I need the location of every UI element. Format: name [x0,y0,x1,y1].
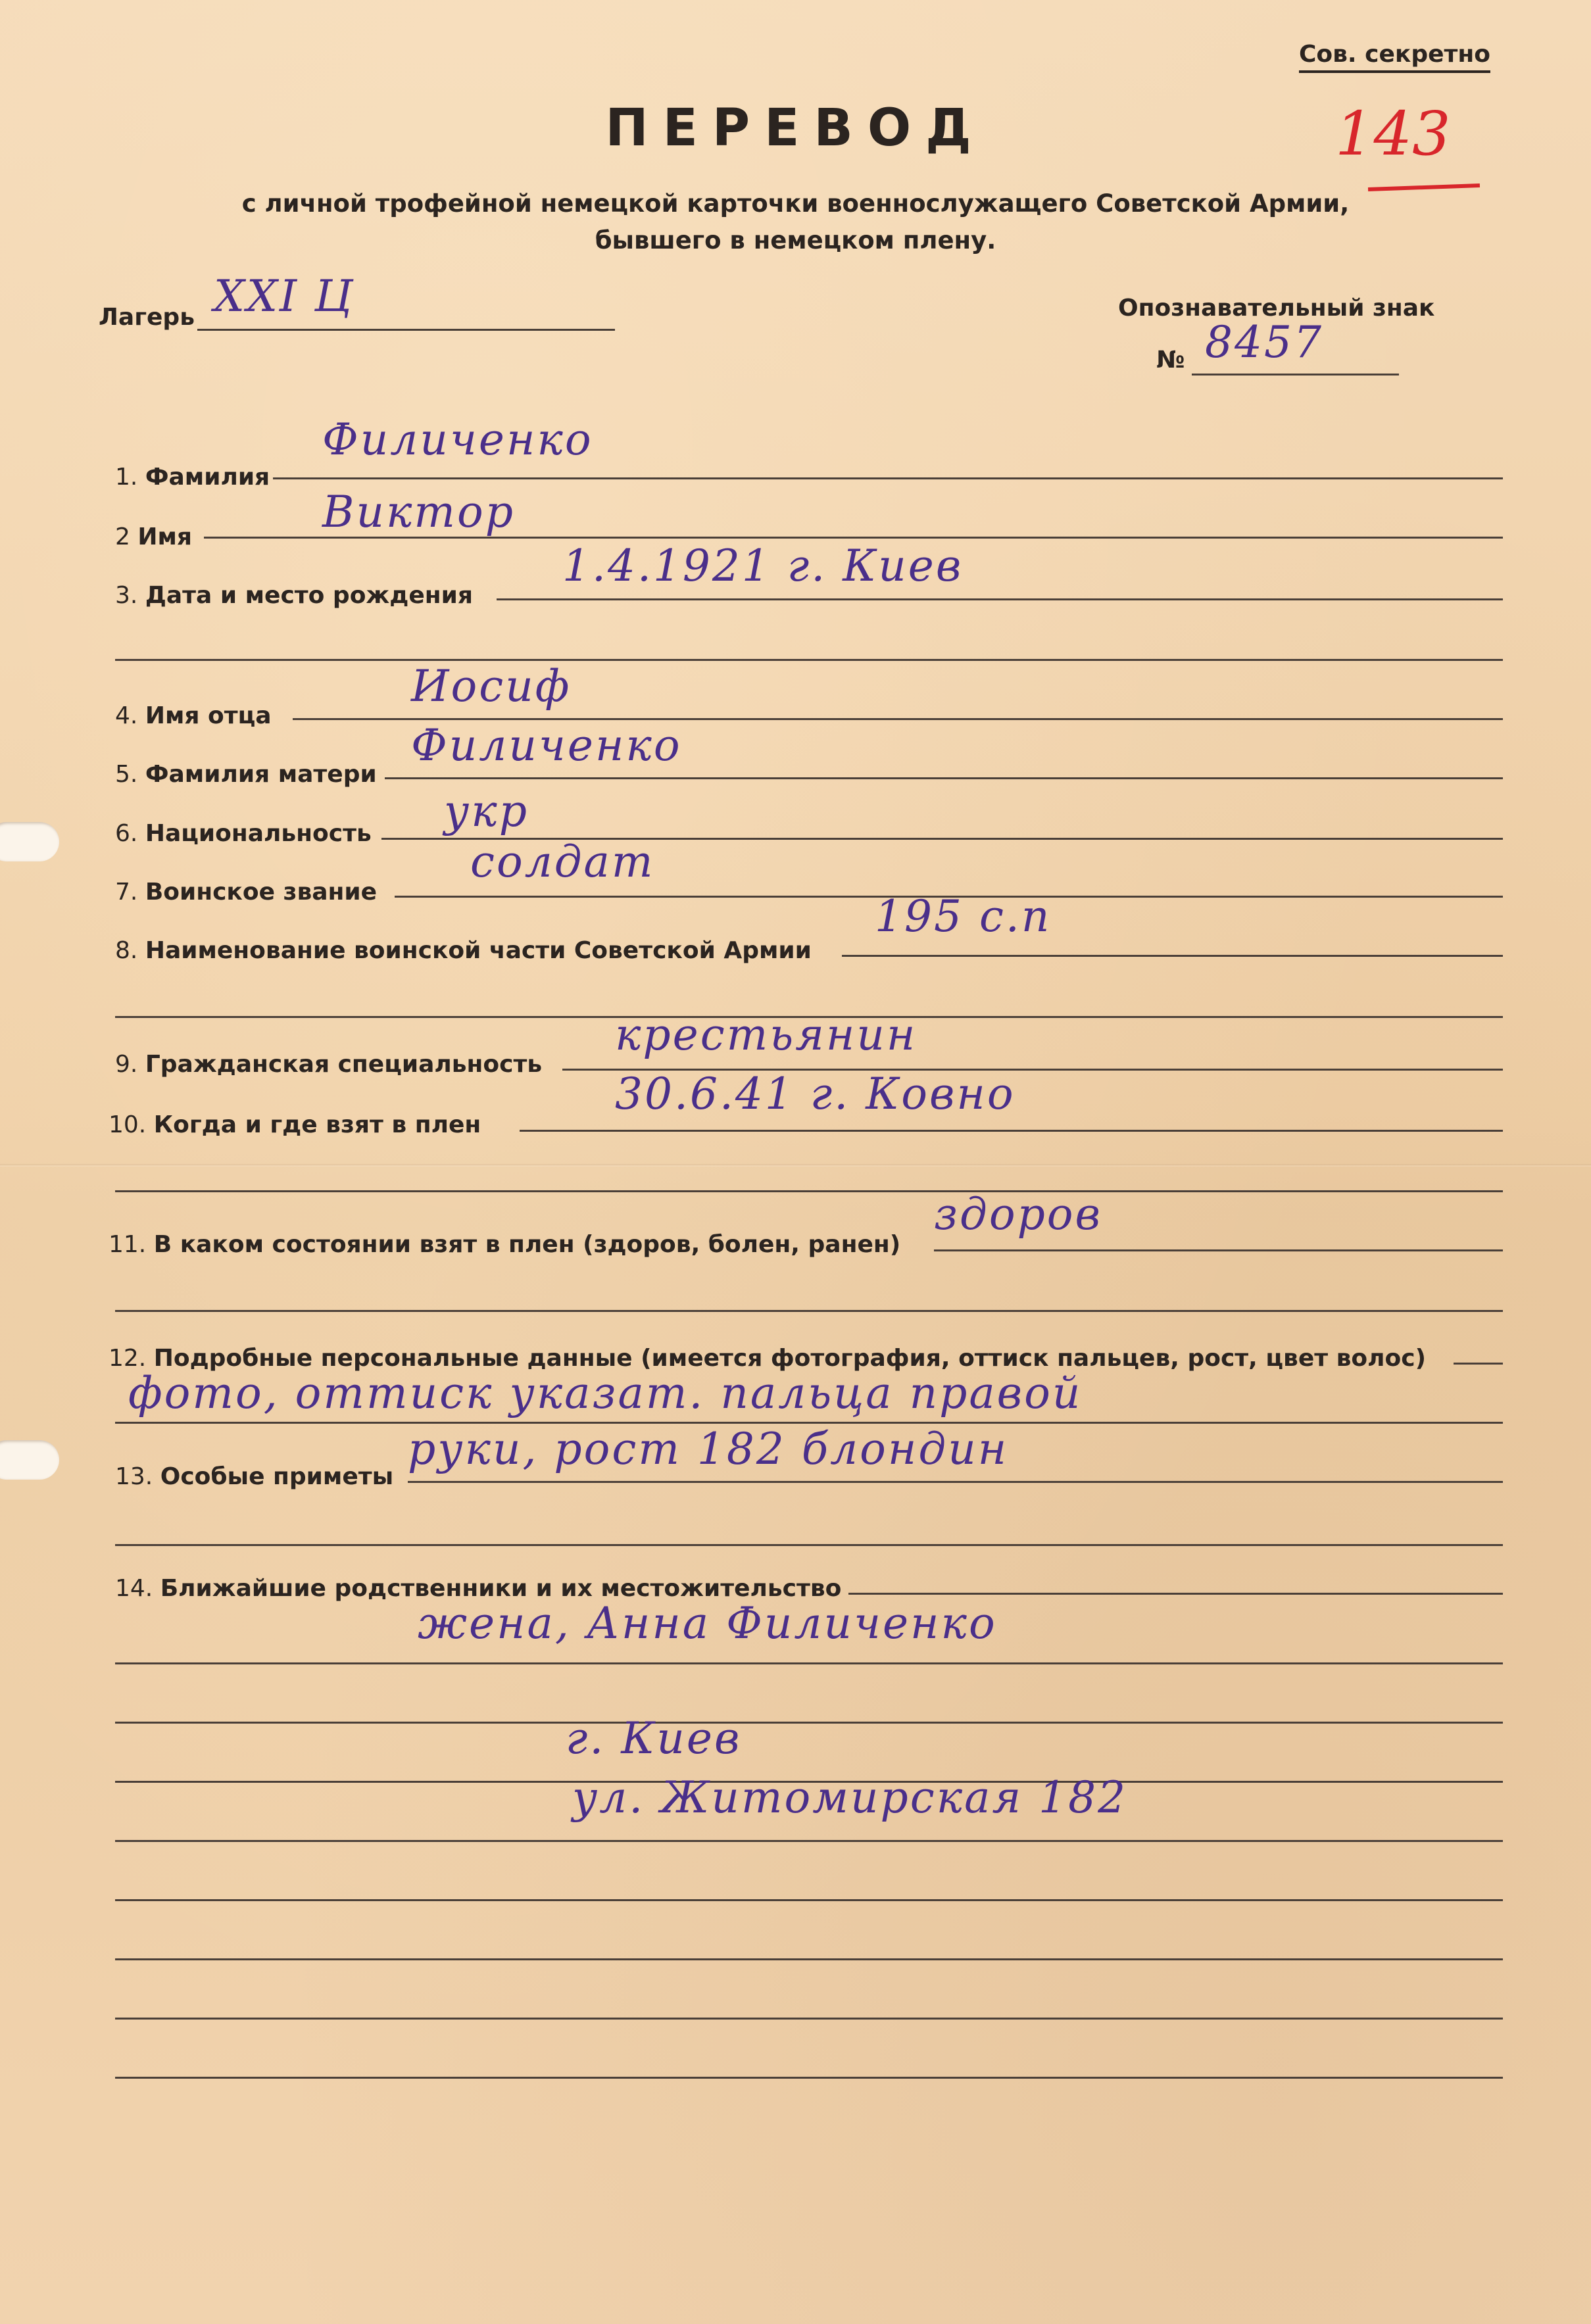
field-7-label: 7. Воинское звание [115,879,378,906]
punch-hole [0,822,59,861]
field-1-value: Филиченко [322,414,593,465]
field-13-value: руки, рост 182 блондин [408,1424,1009,1474]
red-page-number: 143 [1335,99,1451,169]
field-12-line [1454,1363,1503,1365]
field-8-line [842,955,1503,957]
tag-label: Опознавательный знак [1118,295,1435,322]
field-11-line [934,1249,1503,1251]
field-3-line [497,598,1503,600]
field-4-value: Иосиф [411,661,572,712]
blank-line [115,1899,1503,1901]
field-5-line [385,777,1503,779]
blank-line [115,1722,1503,1724]
relatives-city: г. Киев [566,1713,742,1764]
field-11-label: 11. В каком состоянии взят в плен (здоров, болен, ранен) [109,1231,901,1258]
field-12-value: фото, оттиск указат. пальца правой [128,1368,1083,1418]
field-4-label: 4. Имя отца [115,702,272,729]
field-10-label: 10. Когда и где взят в плен [109,1111,481,1138]
classification-stamp: Сов. секретно [1299,41,1490,73]
field-8-value: 195 с.п [875,891,1052,942]
subtitle-line-1: с личной трофейной немецкой карточки военнослужащего Советской Армии, [241,189,1350,218]
document-title: ПЕРЕВОД [605,99,986,158]
field-5-label: 5. Фамилия матери [115,761,377,788]
field-5-value: Филиченко [411,720,682,771]
field-2-label: 2 Имя [115,523,193,550]
blank-line [115,2077,1503,2079]
subtitle-line-2: бывшего в немецком плену. [595,226,996,254]
tag-value: 8457 [1205,317,1323,368]
camp-line [197,329,615,331]
field-8-label: 8. Наименование воинской части Советской Армии [115,937,812,964]
field-14-line [848,1593,1503,1595]
punch-hole [0,1440,59,1480]
fold-crease [0,1164,1591,1167]
field-1-label: 1. Фамилия [115,464,270,491]
blank-line [115,1310,1503,1312]
blank-line [115,1958,1503,1960]
blank-line [115,1544,1503,1546]
field-9-value: крестьянин [615,1009,918,1060]
field-2-value: Виктор [322,487,515,537]
field-13-line [408,1481,1503,1483]
field-6-value: укр [444,786,529,836]
field-1-line [273,477,1503,479]
relatives-street: ул. Житомирская 182 [572,1772,1128,1823]
blank-line [115,1190,1503,1192]
field-3-value: 1.4.1921 г. Киев [562,541,964,591]
field-10-line [520,1130,1503,1132]
field-11-value: здоров [934,1189,1102,1240]
field-9-label: 9. Гражданская специальность [115,1051,543,1078]
field-13-label: 13. Особые приметы [115,1463,394,1490]
blank-line [115,2018,1503,2020]
field-12-label: 12. Подробные персональные данные (имеется фотография, оттиск пальцев, рост, цвет волос) [109,1345,1427,1372]
document-subtitle [0,185,1591,259]
field-14-value: жена, Анна Филиченко [418,1598,997,1649]
field-10-value: 30.6.41 г. Ковно [615,1069,1016,1119]
field-14-label: 14. Ближайшие родственники и их местожительство [115,1575,842,1602]
camp-value: XXI Ц [214,271,355,322]
tag-line [1192,374,1399,375]
blank-line [115,1662,1503,1664]
field-3-label: 3. Дата и место рождения [115,582,473,609]
blank-line [115,659,1503,661]
tag-no-label: № [1156,347,1185,374]
camp-label: Лагерь [99,304,195,331]
field-7-value: солдат [470,836,655,887]
blank-line [115,1840,1503,1842]
field-6-label: 6. Национальность [115,820,372,847]
